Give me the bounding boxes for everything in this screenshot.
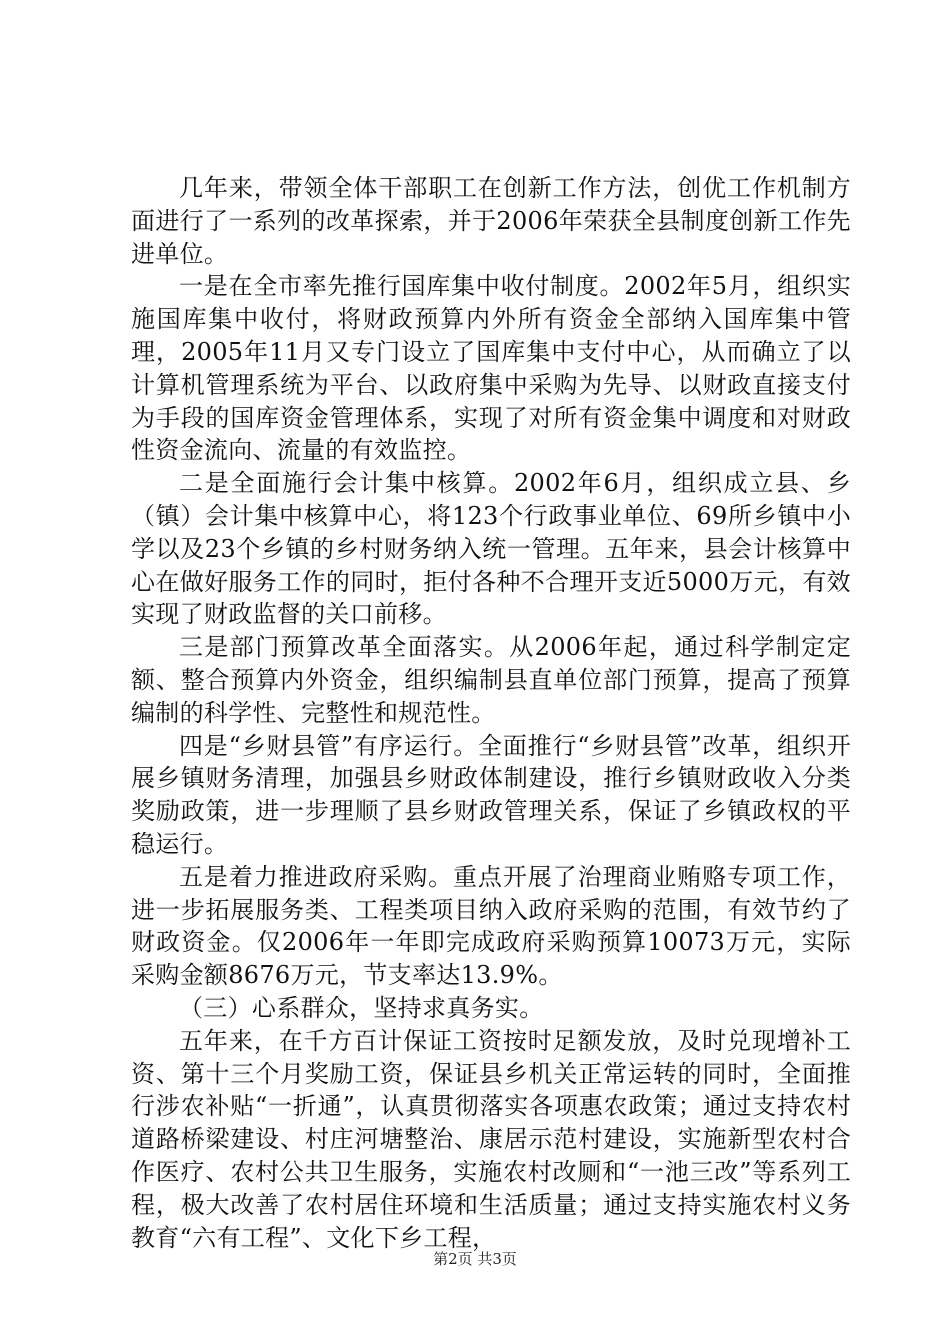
page-footer: 第2页 共3页 xyxy=(433,1250,517,1268)
paragraph-department-budget: 三是部门预算改革全面落实。从2006年起，通过科学制定定额、整合预算内外资金，组织编制县直单位部门预算，提高了预算编制的科学性、完整性和规范性。 xyxy=(131,633,851,727)
paragraph-intro: 几年来，带领全体干部职工在创新工作方法，创优工作机制方面进行了一系列的改革探索，并于2006年荣获全县制度创新工作先进单位。 xyxy=(131,174,851,268)
paragraph-government-procurement: 五是着力推进政府采购。重点开展了治理商业贿赂专项工作，进一步拓展服务类、工程类项目纳入政府采购的范围，有效节约了财政资金。仅2006年一年即完成政府采购预算10073万元，实际采购金额8676万元，节支率达13.9%。 xyxy=(131,862,851,990)
paragraph-township-finance: 四是“乡财县管”有序运行。全面推行“乡财县管”改革，组织开展乡镇财务清理，加强县乡财政体制建设，推行乡镇财政收入分类奖励政策，进一步理顺了县乡财政管理关系，保证了乡镇政权的平稳运行。 xyxy=(131,731,851,858)
paragraph-rural-support: 五年来，在千方百计保证工资按时足额发放，及时兑现增补工资、第十三个月奖励工资，保证县乡机关正常运转的同时，全面推行涉农补贴“一折通”，认真贯彻落实各项惠农政策；通过支持农村道路桥梁建设、村庄河塘整治、康居示范村建设，实施新型农村合作医疗、农村公共卫生服务，实施农村改厕和“一池三改”等系列工程，极大改善了农村居住环境和生活质量；通过支持实施农村义务教育“六有工程”、文化下乡工程， xyxy=(131,1026,851,1252)
paragraph-treasury-reform: 一是在全市率先推行国库集中收付制度。2002年5月，组织实施国库集中收付，将财政预算内外所有资金全部纳入国库集中管理，2005年11月又专门设立了国库集中支付中心，从而确立了以计算机管理系统为平台、以政府集中采购为先导、以财政直接支付为手段的国库资金管理体系，实现了对所有资金集中调度和对财政性资金流向、流量的有效监控。 xyxy=(131,272,851,465)
paragraph-accounting-centralization: 二是全面施行会计集中核算。2002年6月，组织成立县、乡（镇）会计集中核算中心，将123个行政事业单位、69所乡镇中小学以及23个乡镇的乡村财务纳入统一管理。五年来，县会计核算中心在做好服务工作的同时，拒付各种不合理开支近5000万元，有效实现了财政监督的关口前移。 xyxy=(131,469,851,629)
document-body xyxy=(131,172,851,1254)
section-heading: （三）心系群众，坚持求真务实。 xyxy=(179,993,544,1022)
